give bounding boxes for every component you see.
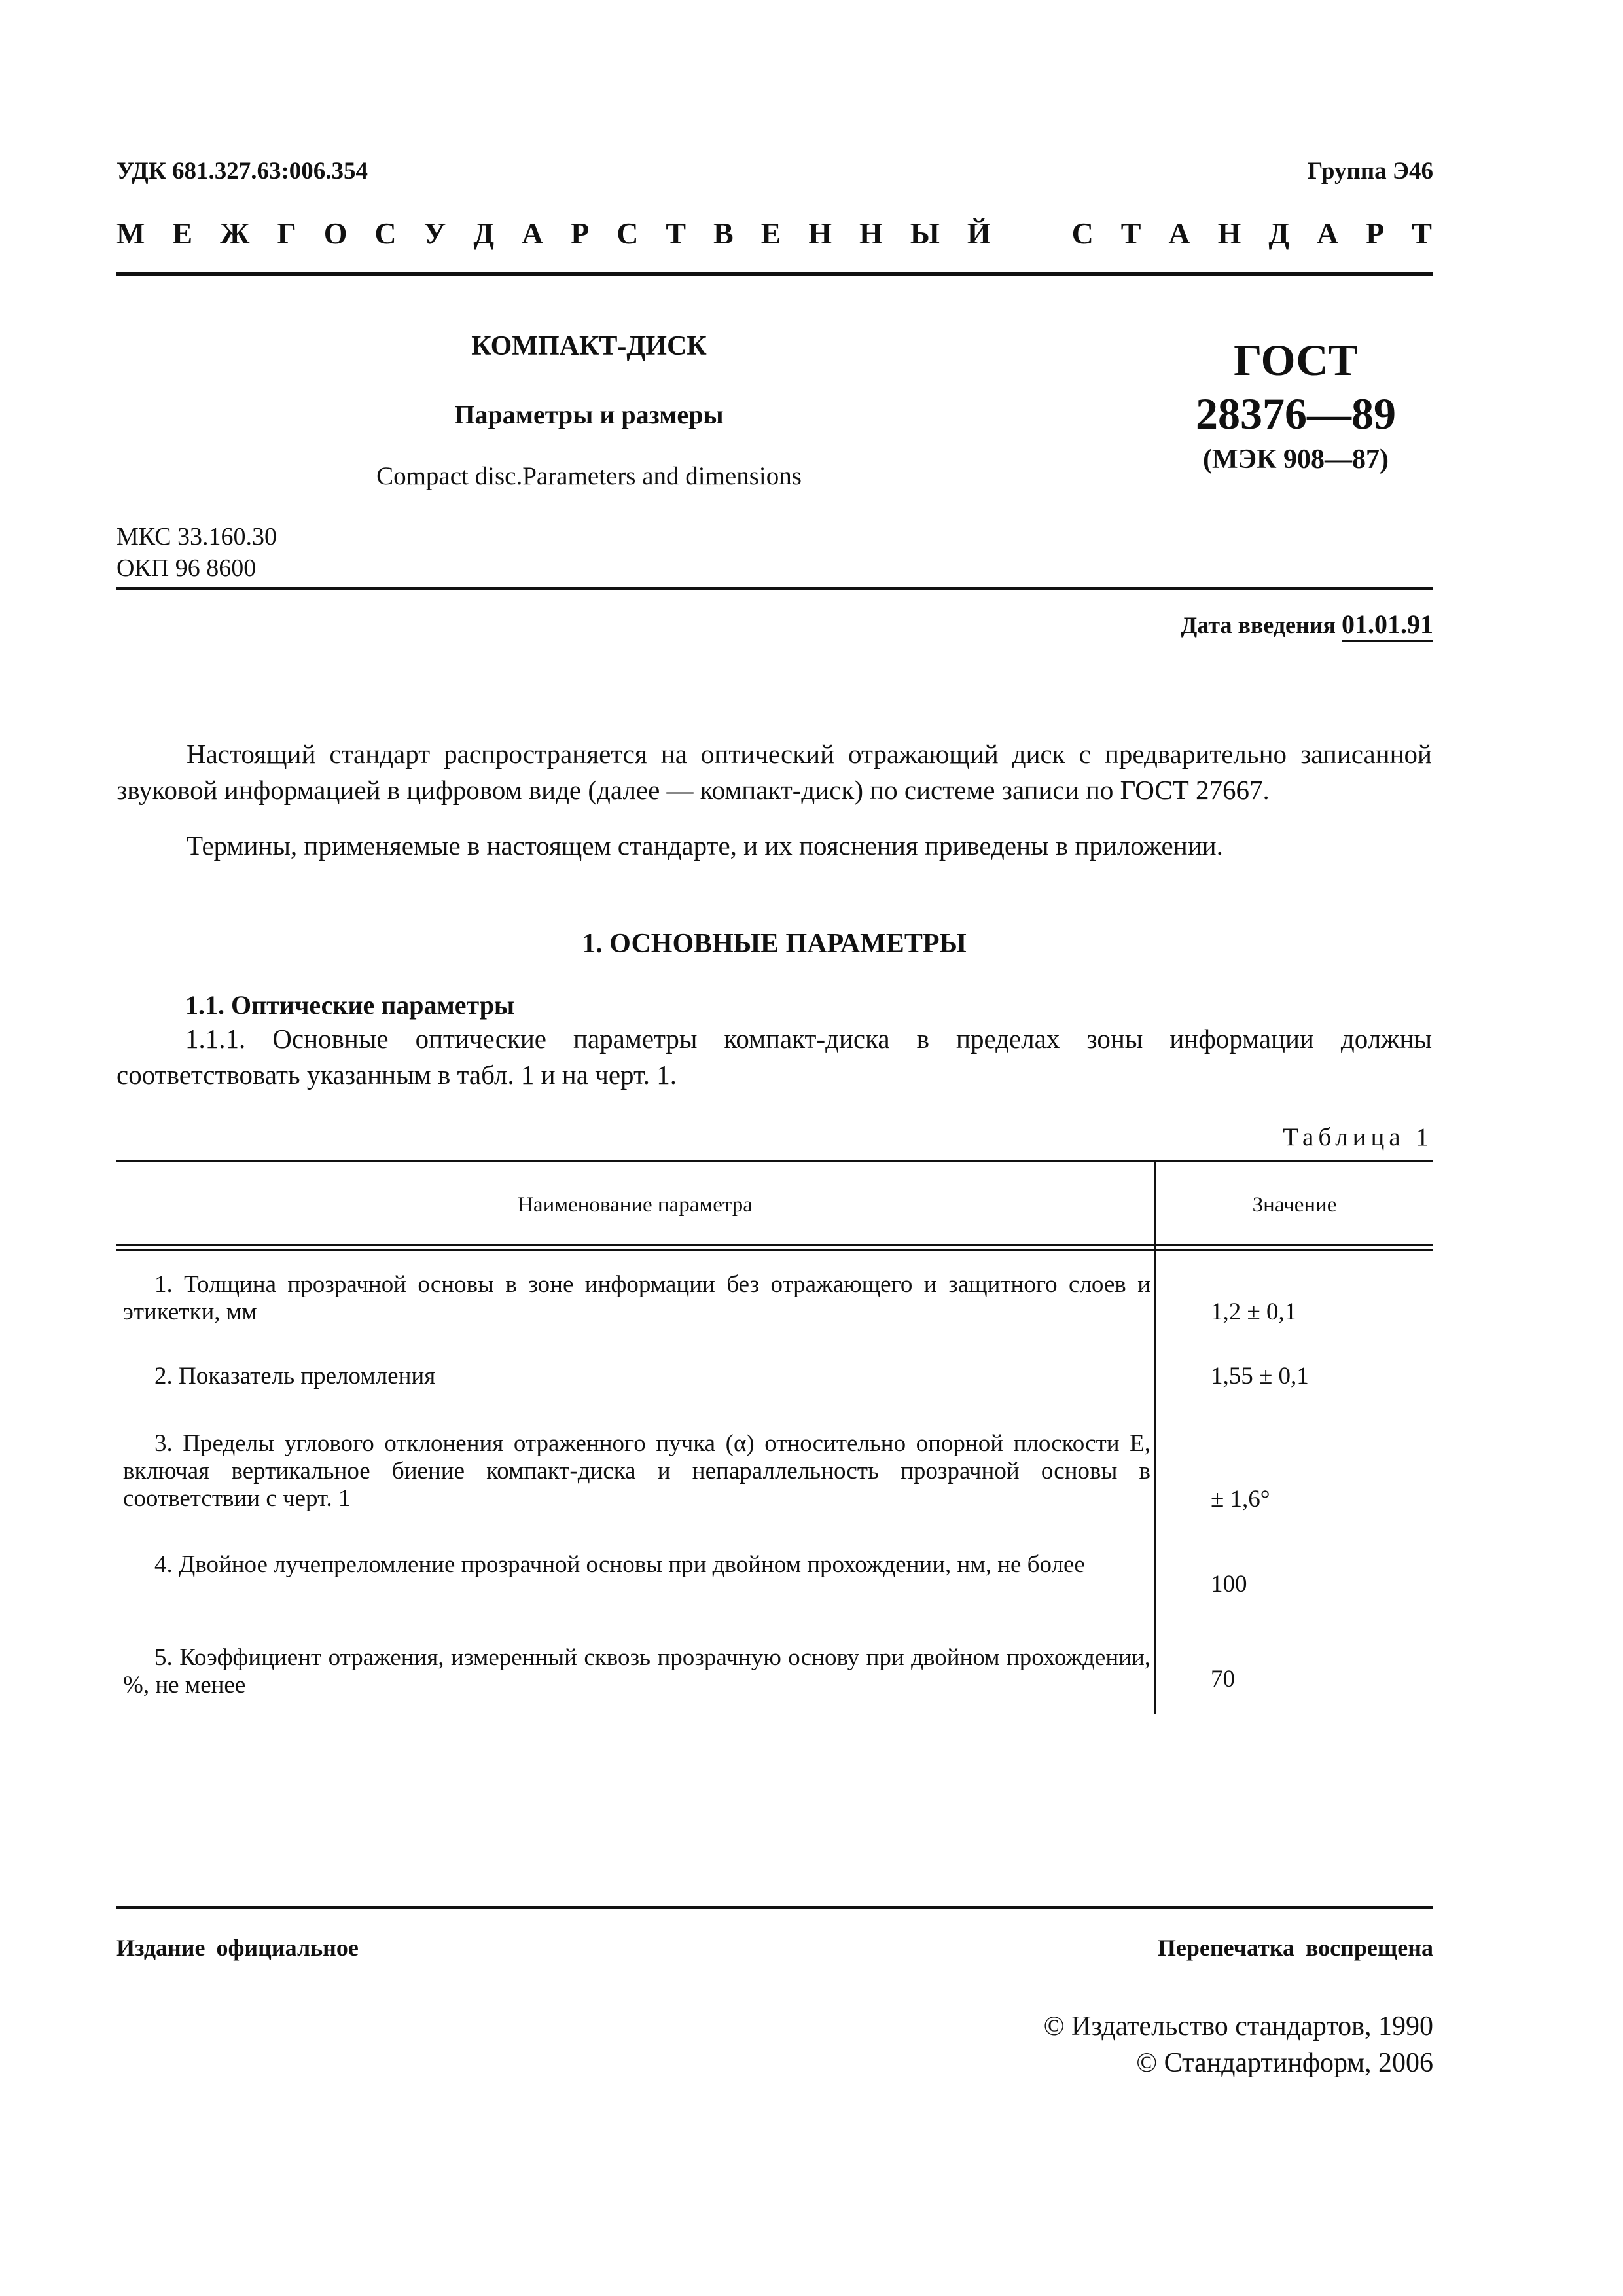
table-header-param: Наименование параметра: [518, 1193, 753, 1217]
table-header-value: Значение: [1252, 1193, 1337, 1217]
banner-letter: А: [1168, 217, 1190, 250]
banner-letter: Н: [808, 217, 832, 250]
banner-letter: Д: [1268, 217, 1289, 250]
banner-letter: С: [1071, 217, 1094, 250]
table-header-rule-2: [116, 1249, 1433, 1251]
banner-letter: В: [713, 217, 734, 250]
banner-letter: Д: [473, 217, 494, 250]
banner-letter: Е: [760, 217, 781, 250]
interstate-standard-banner: [116, 216, 1432, 251]
table-row-param: 3. Пределы углового отклонения отраженного пучка (α) относительно опорной плоскости E, включая вертикальное биение компакт-диска и непараллельность прозрачной основы в соответствии с черт. 1: [123, 1430, 1150, 1512]
table-row-value: ± 1,6°: [1211, 1486, 1270, 1513]
subsection-heading: 1.1. Оптические параметры: [185, 990, 515, 1020]
table-top-rule: [116, 1160, 1433, 1162]
introduction-date: [1181, 609, 1434, 639]
udk-code: УДК 681.327.63:006.354: [116, 158, 368, 185]
header-rule: [116, 272, 1433, 276]
banner-letter: Н: [859, 217, 883, 250]
banner-letter: Т: [1412, 217, 1432, 250]
banner-letter: А: [1316, 217, 1339, 250]
banner-letter: Ж: [220, 217, 250, 250]
banner-letter: Т: [666, 217, 687, 250]
mks-code: МКС 33.160.30: [116, 523, 277, 550]
gost-number: 28376—89: [1196, 389, 1396, 439]
classification-codes: [116, 521, 277, 584]
intro-paragraph: Настоящий стандарт распространяется на оптический отражающий диск с предварительно записанной звуковой информацией в цифровом виде (далее — компакт-диск) по системе записи по ГОСТ 27667.: [116, 739, 1432, 805]
title-rule: [116, 587, 1433, 590]
section-heading: 1. ОСНОВНЫЕ ПАРАМЕТРЫ: [582, 929, 967, 959]
banner-letter: Й: [967, 217, 991, 250]
official-edition: Издание официальное: [116, 1935, 359, 1961]
banner-letter: С: [374, 217, 397, 250]
introduction-date-label: Дата введения: [1181, 612, 1336, 638]
table-header-rule-1: [116, 1244, 1433, 1246]
subsection-paragraph: 1.1.1. Основные оптические параметры компакт-диска в пределах зоны информации должны соответствовать указанным в табл. 1 и на черт. 1.: [116, 1024, 1432, 1090]
banner-letter: [1018, 216, 1044, 251]
table-column-divider: [1154, 1160, 1156, 1714]
banner-letter: У: [423, 217, 446, 250]
footer-rule: [116, 1906, 1433, 1909]
table-row-value: 100: [1211, 1571, 1247, 1598]
english-title: Compact disc.Parameters and dimensions: [376, 462, 802, 490]
okp-code: ОКП 96 8600: [116, 554, 257, 582]
banner-letter: М: [116, 217, 145, 250]
document-subtitle: Параметры и размеры: [454, 400, 724, 429]
iec-reference: (МЭК 908—87): [1202, 444, 1389, 475]
gost-label: ГОСТ: [1234, 335, 1358, 385]
group-code: Группа Э46: [1307, 158, 1433, 185]
table-row-value: 1,2 ± 0,1: [1211, 1299, 1297, 1325]
banner-letter: Т: [1120, 217, 1141, 250]
terms-paragraph: Термины, применяемые в настоящем стандарте, и их пояснения приведены в приложении.: [187, 831, 1223, 861]
copyright-1990: © Издательство стандартов, 1990: [1043, 2011, 1433, 2041]
banner-letter: Н: [1217, 217, 1241, 250]
banner-letter: Р: [571, 217, 590, 250]
banner-letter: О: [323, 217, 348, 250]
table-caption: Таблица 1: [1283, 1123, 1433, 1151]
copyright-2006: © Стандартинформ, 2006: [1136, 2048, 1433, 2078]
table-row-param: 5. Коэффициент отражения, измеренный сквозь прозрачную основу при двойном прохождении, %, не менее: [123, 1644, 1150, 1698]
banner-letter: Ы: [910, 217, 940, 250]
table-row-param: 1. Толщина прозрачной основы в зоне информации без отражающего и защитного слоев и этикетки, мм: [123, 1271, 1150, 1325]
banner-letter: А: [521, 217, 544, 250]
banner-letter: С: [616, 217, 639, 250]
banner-letter: Е: [172, 217, 193, 250]
banner-letter: Р: [1366, 217, 1385, 250]
table-row-value: 1,55 ± 0,1: [1211, 1363, 1309, 1390]
table-row-value: 70: [1211, 1666, 1235, 1693]
reprint-prohibited: Перепечатка воспрещена: [1157, 1935, 1433, 1961]
banner-letter: Г: [277, 217, 296, 250]
table-row-param: 4. Двойное лучепреломление прозрачной основы при двойном прохождении, нм, не более: [154, 1551, 1085, 1578]
introduction-date-value: 01.01.91: [1342, 609, 1433, 642]
table-row-param: 2. Показатель преломления: [154, 1363, 436, 1390]
document-title: КОМПАКТ-ДИСК: [471, 331, 707, 361]
